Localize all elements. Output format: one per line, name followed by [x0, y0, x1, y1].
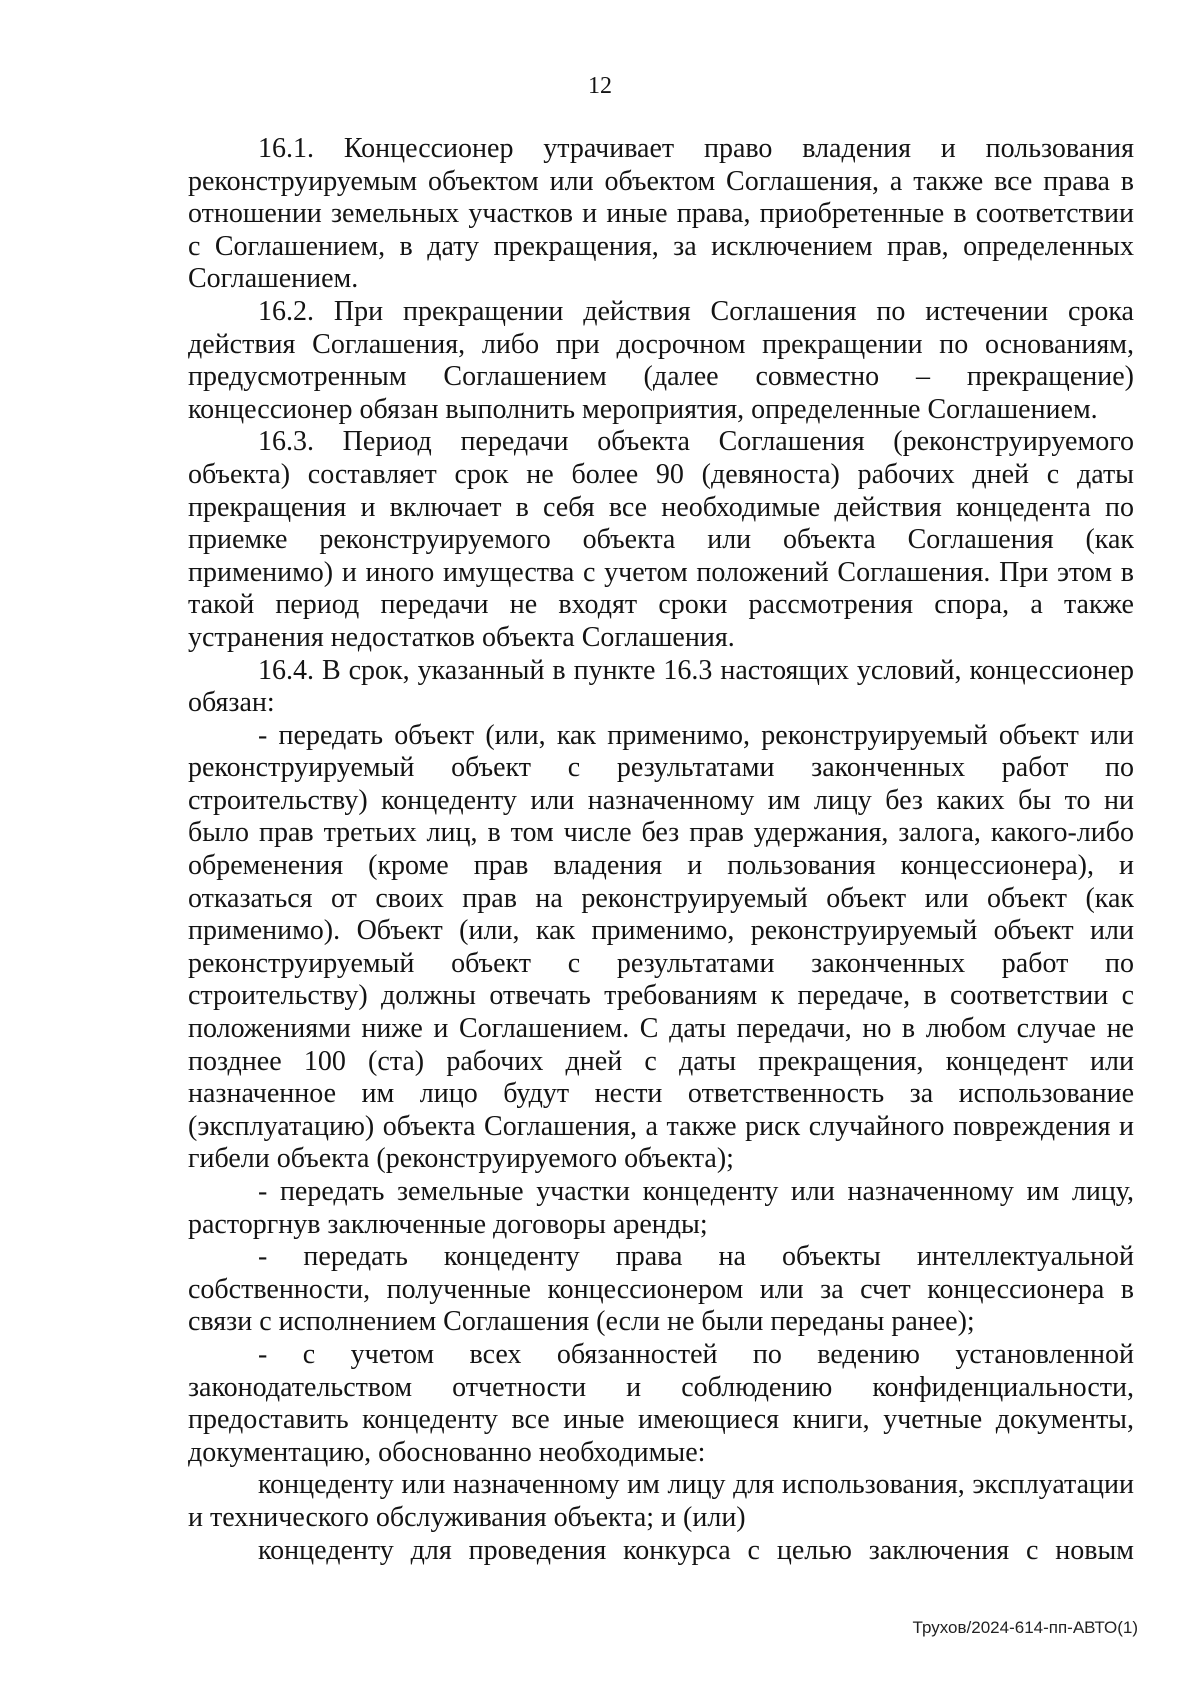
list-item-transfer-land: - передать земельные участки концеденту или назначенному им лицу, расторгнув заключенные договоры аренды; [188, 1176, 1134, 1240]
document-footer-code: Трухов/2024-614-пп-АВТО(1) [912, 1618, 1138, 1637]
list-item-provide-documents: - с учетом всех обязанностей по ведению установленной законодательством отчетности и соблюдению конфиденциальности, предоставить концеденту все иные имеющиеся книги, учетные документы, документацию, обоснованно необходимые: [188, 1338, 1134, 1468]
paragraph-16-1: 16.1. Концессионер утрачивает право владения и пользования реконструируемым объектом или объектом Соглашения, а также все права в отношении земельных участков и иные права, приобретенные в соответствии с Соглашением, в дату прекращения, за исключением прав, определенных Соглашением. [188, 133, 1134, 295]
paragraph-16-2: 16.2. При прекращении действия Соглашения по истечении срока действия Соглашения, либо при досрочном прекращении по основаниям, предусмотренным Соглашением (далее совместно – прекращение) концессионер обязан выполнить мероприятия, определенные Соглашением. [188, 295, 1134, 425]
list-item-transfer-ip-rights: - передать концеденту права на объекты интеллектуальной собственности, полученные концессионером или за счет концессионера в связи с исполнением Соглашения (если не были переданы ранее); [188, 1241, 1134, 1338]
page-number: 12 [588, 73, 612, 99]
sub-item-operation: концеденту или назначенному им лицу для использования, эксплуатации и технического обслуживания объекта; и (или) [188, 1469, 1134, 1533]
sub-item-tender: концеденту для проведения конкурса с целью заключения с новым [258, 1534, 1134, 1566]
paragraph-16-3: 16.3. Период передачи объекта Соглашения (реконструируемого объекта) составляет срок не более 90 (девяноста) рабочих дней с даты прекращения и включает в себя все необходимые действия концедента по приемке реконструируемого объекта или объекта Соглашения (как применимо) и иного имущества с учетом положений Соглашения. При этом в такой период передачи не входят сроки рассмотрения спора, а также устранения недостатков объекта Соглашения. [188, 426, 1134, 653]
list-item-transfer-object: - передать объект (или, как применимо, реконструируемый объект или реконструируемый объект с результатами законченных работ по строительству) концеденту или назначенному им лицу без каких бы то ни было прав третьих лиц, в том числе без прав удержания, залога, какого-либо обременения (кроме прав владения и пользования концессионера), и отказаться от своих прав на реконструируемый объект или объект (как применимо). Объект (или, как применимо, реконструируемый объект или реконструируемый объект с результатами законченных работ по строительству) должны отвечать требованиям к передаче, в соответствии с положениями ниже и Соглашением. С даты передачи, но в любом случае не позднее 100 (ста) рабочих дней с даты прекращения, концедент или назначенное им лицо будут нести ответственность за использование (эксплуатацию) объекта Соглашения, а также риск случайного повреждения и гибели объекта (реконструируемого объекта); [188, 719, 1134, 1175]
paragraph-16-4: 16.4. В срок, указанный в пункте 16.3 настоящих условий, концессионер обязан: [188, 654, 1134, 719]
document-body [188, 133, 1134, 1567]
